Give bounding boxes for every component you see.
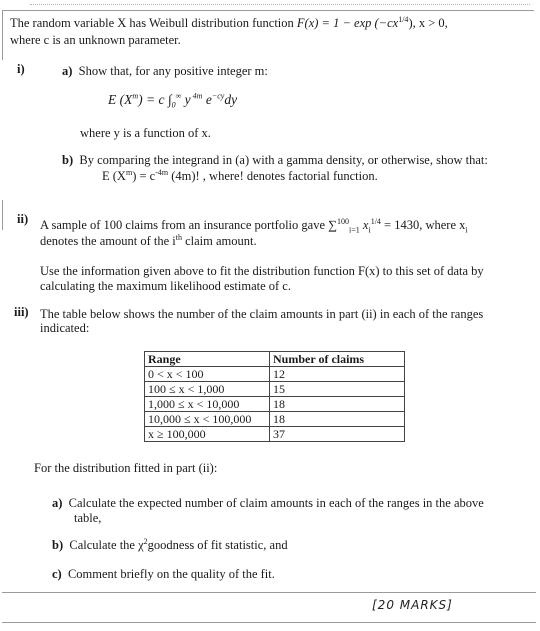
intro-line-2: where c is an unknown parameter.: [10, 33, 181, 47]
part-i-b-equation: E $(X^m) = c^{-4m}$ (4m)! , where! denotes factorial function.: [102, 167, 378, 183]
part-i-b-text: By comparing the integrand in (a) with a gamma density, or otherwise, show that:: [79, 153, 488, 167]
fitted-intro: For the distribution fitted in part (ii):: [34, 461, 218, 475]
table-row: [145, 412, 405, 427]
count-cell: 18: [270, 397, 405, 412]
left-margin-line: [2, 10, 3, 60]
part-iii-c: c) Comment briefly on the quality of the fit.: [52, 567, 275, 581]
part-ii-line-2: denotes the amount of the $i^{th}$ claim amount.: [40, 232, 257, 248]
header-number-of-claims: Number of claims: [270, 352, 405, 367]
formula-exponent: 1/4: [398, 14, 409, 24]
range-cell: 1,000 ≤ x < 10,000: [145, 397, 270, 412]
count-cell: 37: [270, 427, 405, 442]
part-ii-line-1: A sample of 100 claims from an insurance portfolio gave ∑$^{100}_{i=1}$ $x_i^{1/4} = 1430$, where $x_i$: [40, 216, 468, 235]
formula-tail: ), x > 0,: [408, 16, 448, 30]
part-iii-label: iii): [14, 305, 29, 319]
top-rule: [2, 10, 534, 11]
part-i-label: i): [17, 62, 25, 76]
bottom-rule-2: [2, 622, 536, 623]
table-row: [145, 427, 405, 442]
table-row: [145, 397, 405, 412]
intro-line-1: [10, 16, 448, 31]
range-cell: 0 < x < 100: [145, 367, 270, 382]
bottom-rule: [2, 592, 536, 593]
part-iii-line-2: indicated:: [40, 321, 90, 335]
part-iii-c-label: c): [52, 567, 62, 581]
part-ii-para2-line-1: Use the information given above to fit the distribution function F(x) to this set of data by: [40, 264, 484, 278]
part-iii-a-line-2: table,: [74, 511, 102, 525]
left-margin-line-2: [2, 200, 3, 230]
weibull-formula: F(x) = 1 − exp (−cx: [296, 16, 399, 30]
part-iii-a-line-1: a) Calculate the expected number of claim amounts in each of the ranges in the above: [52, 496, 484, 510]
part-i-a: [62, 64, 268, 79]
part-i-b: [62, 153, 488, 168]
table-header-row: [145, 352, 405, 367]
range-cell: x ≥ 100,000: [145, 427, 270, 442]
part-ii-label: ii): [17, 212, 29, 226]
part-i-b-label: b): [62, 153, 74, 167]
header-range: Range: [145, 352, 270, 367]
part-iii-b-label: b): [52, 538, 64, 552]
total-marks: [20 MARKS]: [372, 598, 453, 612]
part-iii-a-label: a): [52, 496, 63, 510]
range-cell: 100 ≤ x < 1,000: [145, 382, 270, 397]
intro-text: The random variable X has Weibull distribution function: [10, 16, 294, 30]
expectation-integral: E $(X^m) = c$ $\int_0^\infty$ y $^{4m}$ $e^{-cy}dy$: [108, 91, 238, 110]
part-iii-b: b) Calculate the $\chi^2goodness$ of fit statistic, and: [52, 536, 288, 552]
range-cell: 10,000 ≤ x < 100,000: [145, 412, 270, 427]
count-cell: 18: [270, 412, 405, 427]
part-i-a-label: a): [62, 64, 73, 78]
count-cell: 12: [270, 367, 405, 382]
claims-table: [144, 351, 405, 442]
part-i-a-text: Show that, for any positive integer m:: [78, 64, 268, 78]
count-cell: 15: [270, 382, 405, 397]
part-iii-line-1: The table below shows the number of the claim amounts in part (ii) in each of the ranges: [40, 307, 484, 321]
table-row: [145, 367, 405, 382]
part-i-a-note: where y is a function of x.: [80, 126, 211, 140]
table-row: [145, 382, 405, 397]
top-scan-line: [30, 4, 530, 5]
part-ii-para2-line-2: calculating the maximum likelihood estimate of c.: [40, 279, 291, 293]
